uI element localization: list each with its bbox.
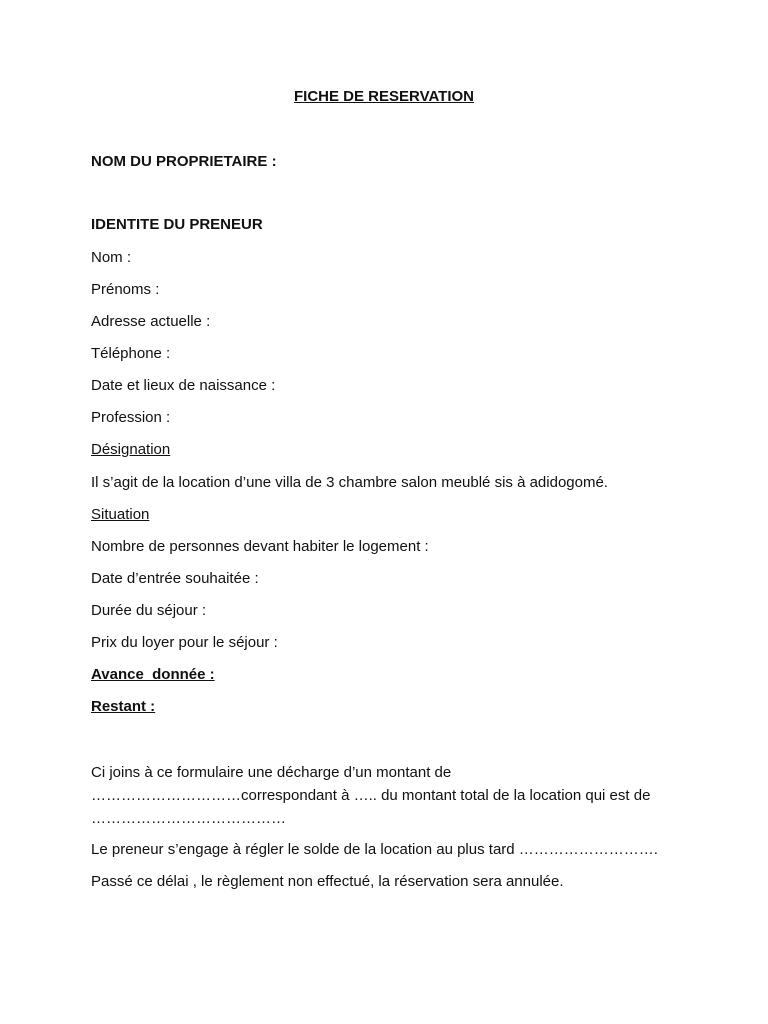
tenant-heading: IDENTITE DU PRENEUR <box>91 216 263 233</box>
closing-paragraph-line-2: …………………………correspondant à ….. du montant total de la location qui est de <box>91 787 651 804</box>
field-prenoms: Prénoms : <box>91 281 160 298</box>
closing-paragraph-line-1: Ci joins à ce formulaire une décharge d’un montant de <box>91 764 452 781</box>
closing-paragraph-line-3: ………………………………… <box>91 810 286 827</box>
designation-heading: Désignation <box>91 441 171 458</box>
owner-label: NOM DU PROPRIETAIRE : <box>91 153 277 170</box>
field-telephone: Téléphone : <box>91 345 171 362</box>
balance-commitment-text: Le preneur s’engage à régler le solde de la location au plus tard ………………………. <box>91 841 658 858</box>
cancellation-notice-text: Passé ce délai , le règlement non effectué, la réservation sera annulée. <box>91 873 564 890</box>
situation-heading: Situation <box>91 506 150 523</box>
field-duree-sejour: Durée du séjour : <box>91 602 207 619</box>
field-date-entree: Date d’entrée souhaitée : <box>91 570 259 587</box>
field-nombre-personnes: Nombre de personnes devant habiter le logement : <box>91 538 429 555</box>
field-prix-loyer: Prix du loyer pour le séjour : <box>91 634 278 651</box>
field-profession: Profession : <box>91 409 171 426</box>
page-title <box>0 88 768 105</box>
field-nom: Nom : <box>91 249 132 266</box>
field-adresse: Adresse actuelle : <box>91 313 211 330</box>
advance-label: Avance donnée : <box>91 666 215 683</box>
designation-text: Il s’agit de la location d’une villa de 3 chambre salon meublé sis à adidogomé. <box>91 474 608 491</box>
page-title-text: FICHE DE RESERVATION <box>293 88 475 105</box>
remaining-label: Restant : <box>91 698 156 715</box>
field-naissance: Date et lieux de naissance : <box>91 377 276 394</box>
